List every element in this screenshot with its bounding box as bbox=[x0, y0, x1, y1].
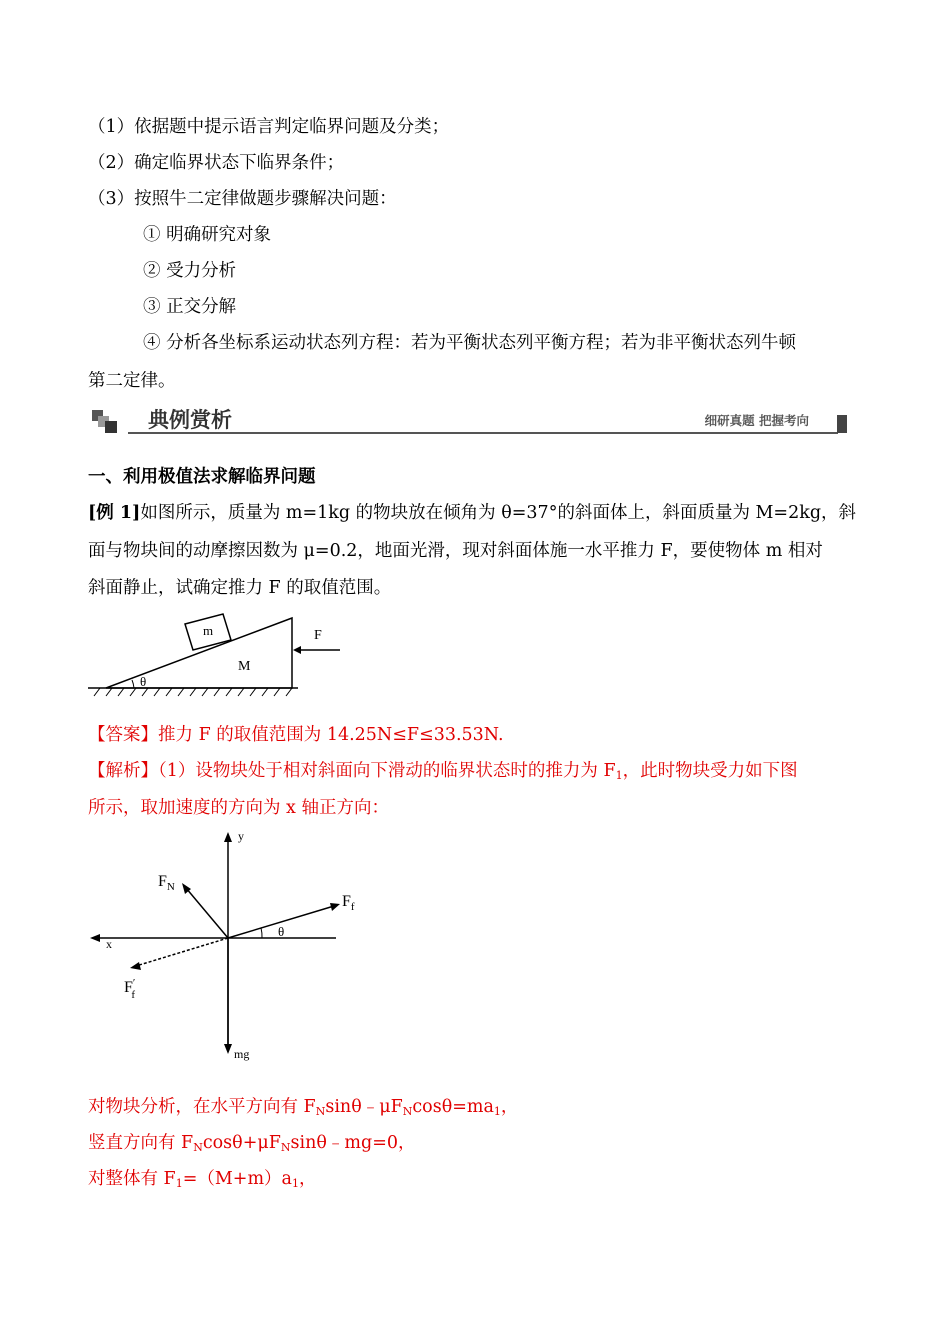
section-title: 一、利用极值法求解临界问题 bbox=[88, 467, 316, 487]
x-label: x bbox=[106, 937, 112, 951]
equation-3: 对整体有 $F_1=(M+m)a_1$， bbox=[88, 1169, 317, 1190]
incline-figure bbox=[88, 608, 350, 700]
analysis-tag: 【解析】 bbox=[88, 761, 158, 781]
answer-text: 推力 F 的取值范围为 14.25N≤F≤33.53N. bbox=[158, 725, 504, 745]
substep-4: ④ 分析各坐标系运动状态列方程：若为平衡状态列平衡方程；若为非平衡状态列牛顿 bbox=[143, 333, 797, 353]
equation-2: 竖直方向有 $F_N\cos\theta+\mu F_N\sin\theta﹣mg=0$， bbox=[88, 1133, 416, 1154]
normal-force-arrow bbox=[186, 888, 228, 938]
substep-1: ① 明确研究对象 bbox=[143, 225, 272, 245]
answer-tag: 【答案】 bbox=[88, 725, 158, 745]
angle-label: θ bbox=[140, 674, 147, 689]
force-diagram bbox=[86, 826, 355, 1066]
substep-3: ③ 正交分解 bbox=[143, 297, 237, 317]
wedge-label: M bbox=[238, 659, 251, 674]
y-label: y bbox=[238, 829, 244, 843]
normal-force-label: $F_N$ bbox=[158, 873, 175, 893]
example-line-3: 斜面静止，试确定推力 F 的取值范围。 bbox=[88, 578, 392, 598]
substep-2: ② 受力分析 bbox=[143, 261, 237, 281]
block-label: m bbox=[203, 623, 214, 638]
section-banner bbox=[88, 402, 853, 438]
example-line-2: 面与物块间的动摩擦因数为 μ=0.2，地面光滑，现对斜面体施一水平推力 F，要使物体 m 相对 bbox=[88, 541, 823, 561]
reaction-friction-label: F′ f bbox=[124, 977, 136, 1001]
banner-subtitle: 细研真题 把握考向 bbox=[704, 413, 809, 428]
step-1: （1）依据题中提示语言判定临界问题及分类； bbox=[88, 117, 450, 137]
answer-line bbox=[88, 724, 504, 746]
equation-1: 对物块分析，在水平方向有 $F_N\sin\theta﹣\mu F_N\cos\theta=ma_1$， bbox=[88, 1097, 519, 1118]
example-line-1: [例 1]如图所示，质量为 m=1kg 的物块放在倾角为 θ=37°的斜面体上，斜面质量为 M=2kg，斜 bbox=[88, 503, 857, 523]
reaction-friction-arrow bbox=[136, 938, 228, 966]
friction-label: $F_f$ bbox=[342, 893, 355, 913]
step-2: （2）确定临界状态下临界条件； bbox=[88, 153, 345, 173]
step-3: （3）按照牛二定律做题步骤解决问题： bbox=[88, 189, 397, 209]
analysis-line-2: 所示，取加速度的方向为 x 轴正方向： bbox=[88, 798, 389, 818]
analysis-line-1: 【解析】（1）设物块处于相对斜面向下滑动的临界状态时的推力为 $F_1$，此时物块受力如下图 bbox=[88, 761, 798, 782]
banner-title: 典例赏析 bbox=[148, 408, 232, 432]
example-label: [例 1] bbox=[88, 503, 141, 523]
theta-label: θ bbox=[278, 924, 285, 939]
substep-4-cont: 第二定律。 bbox=[88, 371, 176, 391]
force-label: F bbox=[314, 628, 322, 643]
mg-label: mg bbox=[234, 1047, 250, 1061]
